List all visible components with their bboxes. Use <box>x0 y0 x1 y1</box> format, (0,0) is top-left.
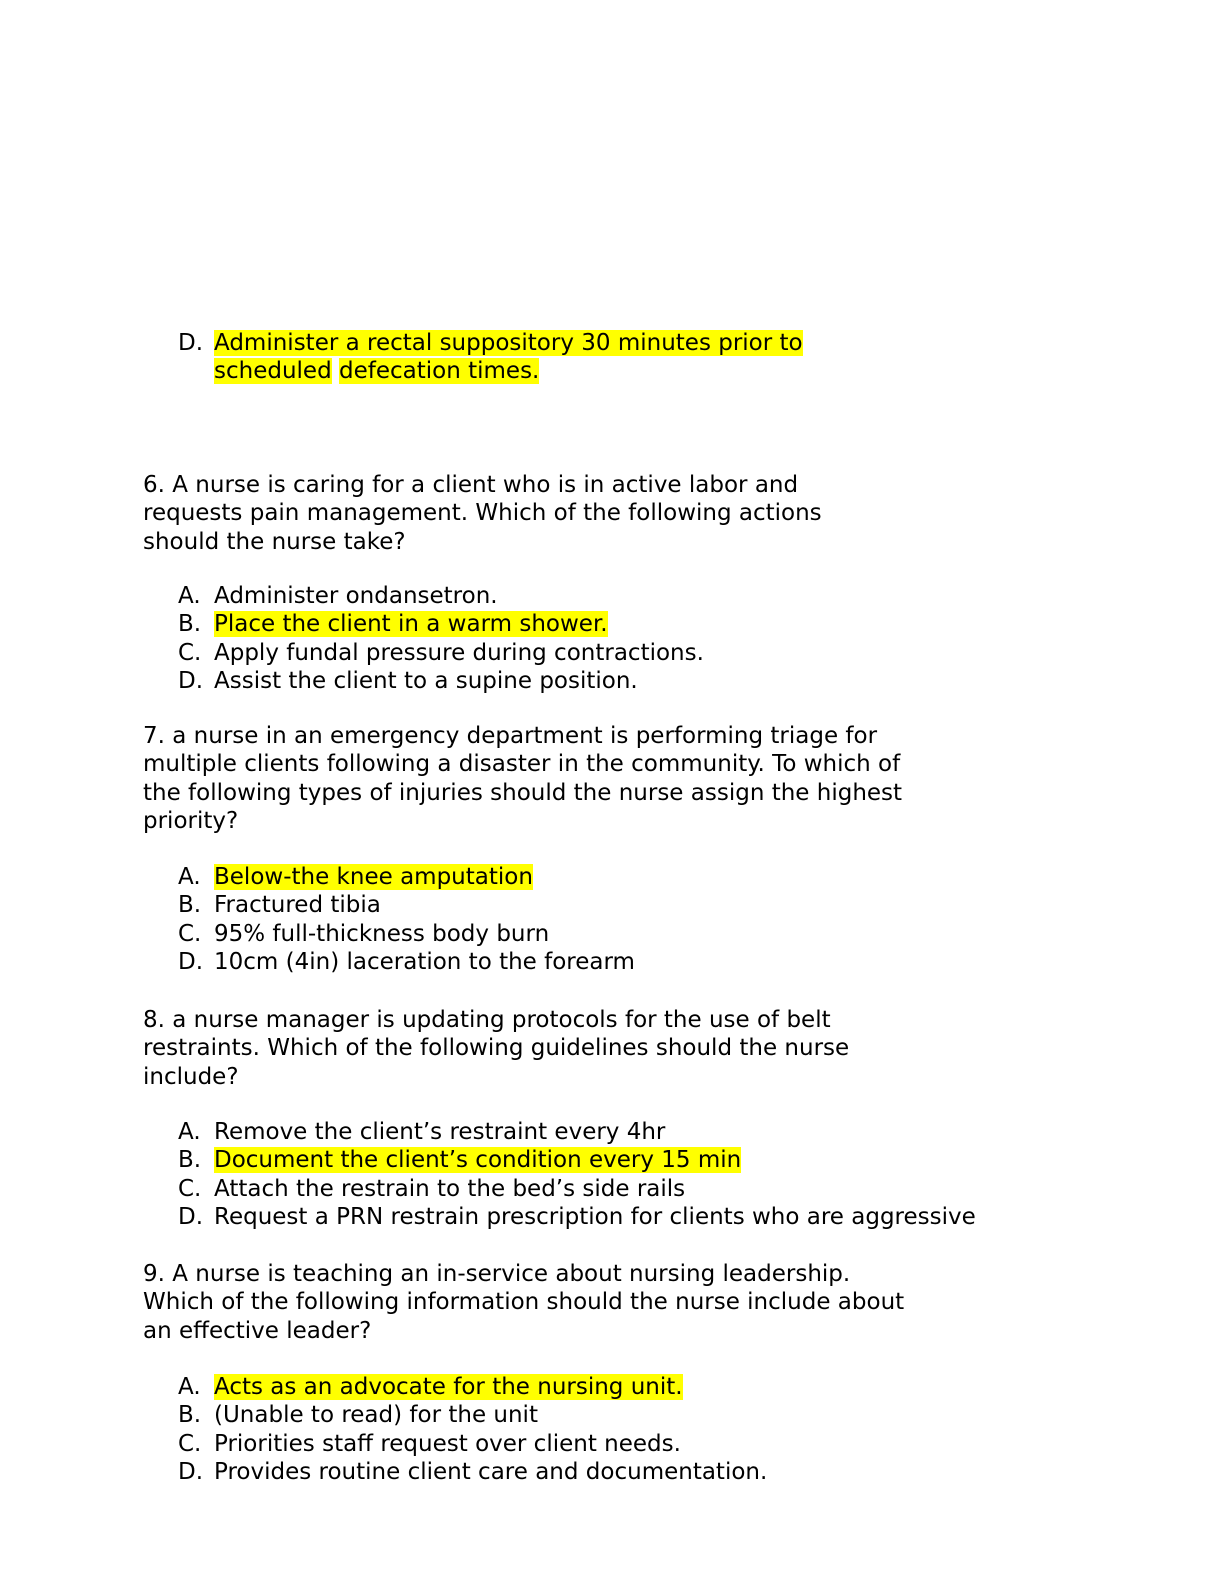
stem-line: Which of the following information should the nurse include about <box>143 1289 905 1316</box>
option-text: Remove the client’s restraint every 4hr <box>214 1119 666 1145</box>
question-6-options <box>178 582 704 695</box>
option-letter: B. <box>178 1147 202 1174</box>
option-c <box>178 639 704 667</box>
option-c <box>178 1430 767 1458</box>
highlighted-answer-text: scheduled <box>214 358 332 385</box>
option-text: (Unable to read) for the unit <box>214 1402 538 1429</box>
option-letter: A. <box>178 1119 201 1145</box>
highlighted-answer-text: Acts as an advocate for the nursing unit. <box>214 1374 683 1400</box>
option-b <box>178 610 704 638</box>
option-text: Attach the restrain to the bed’s side rails <box>214 1175 686 1202</box>
question-8-stem <box>143 1006 849 1091</box>
option-letter: C. <box>178 1430 202 1457</box>
question-7-options <box>178 863 635 976</box>
option-a <box>178 582 704 610</box>
option-a <box>178 1373 767 1401</box>
highlighted-answer-text: Administer a rectal suppository 30 minutes prior to <box>214 330 803 356</box>
option-text: Administer ondansetron. <box>214 583 498 609</box>
question-8-options <box>178 1118 976 1231</box>
highlighted-answer-text: Document the client’s condition every 15 min <box>214 1147 742 1174</box>
option-letter: D. <box>178 330 204 356</box>
option-letter: C. <box>178 639 202 666</box>
option-letter: D. <box>178 1203 204 1230</box>
option-a <box>178 863 635 891</box>
option-letter: B. <box>178 611 202 638</box>
option-b <box>178 1401 767 1429</box>
stem-line: 9. A nurse is teaching an in-service about nursing leadership. <box>143 1261 851 1287</box>
option-text: Provides routine client care and documentation. <box>214 1458 768 1485</box>
option-text: Fractured tibia <box>214 892 381 919</box>
option-letter: C. <box>178 1175 202 1202</box>
continued-option-list <box>178 329 803 386</box>
question-7-stem <box>143 722 902 835</box>
option-text: 10cm (4in) laceration to the forearm <box>214 948 635 975</box>
stem-line: the following types of injuries should the nurse assign the highest <box>143 779 903 806</box>
option-d-continued-line2 <box>178 357 803 385</box>
option-d <box>178 1203 976 1231</box>
stem-line: 7. a nurse in an emergency department is performing triage for <box>143 723 878 749</box>
option-text: 95% full-thickness body burn <box>214 920 550 947</box>
option-a <box>178 1118 976 1146</box>
stem-line: priority? <box>143 807 239 834</box>
option-d <box>178 1458 767 1486</box>
stem-line: multiple clients following a disaster in the community. To which of <box>143 751 901 778</box>
option-text: Priorities staff request over client needs. <box>214 1430 681 1457</box>
question-9-stem <box>143 1260 904 1345</box>
option-letter: D. <box>178 667 204 694</box>
stem-line: include? <box>143 1063 239 1090</box>
stem-line: should the nurse take? <box>143 528 406 555</box>
option-b <box>178 891 635 919</box>
option-d <box>178 667 704 695</box>
question-6-stem <box>143 471 822 556</box>
option-b <box>178 1146 976 1174</box>
option-c <box>178 920 635 948</box>
option-d-continued <box>178 329 803 357</box>
stem-line: restraints. Which of the following guidelines should the nurse <box>143 1035 850 1062</box>
option-letter: D. <box>178 1458 204 1485</box>
option-text: Apply fundal pressure during contractions. <box>214 639 704 666</box>
option-letter: A. <box>178 583 201 609</box>
stem-line: 8. a nurse manager is updating protocols for the use of belt <box>143 1007 831 1033</box>
highlighted-answer-text: Place the client in a warm shower. <box>214 611 608 638</box>
option-d <box>178 948 635 976</box>
option-text: Request a PRN restrain prescription for clients who are aggressive <box>214 1203 976 1230</box>
option-letter: C. <box>178 920 202 947</box>
stem-line: an effective leader? <box>143 1317 372 1344</box>
question-9-options <box>178 1373 767 1486</box>
option-letter: A. <box>178 864 201 890</box>
stem-line: requests pain management. Which of the following actions <box>143 500 822 527</box>
highlighted-answer-text: Below-the knee amputation <box>214 864 533 890</box>
option-letter: B. <box>178 1402 202 1429</box>
option-letter: A. <box>178 1374 201 1400</box>
stem-line: 6. A nurse is caring for a client who is in active labor and <box>143 472 799 498</box>
highlighted-answer-text: defecation times. <box>339 358 540 385</box>
option-c <box>178 1175 976 1203</box>
option-text: Assist the client to a supine position. <box>214 667 638 694</box>
option-letter: D. <box>178 948 204 975</box>
option-letter: B. <box>178 892 202 919</box>
